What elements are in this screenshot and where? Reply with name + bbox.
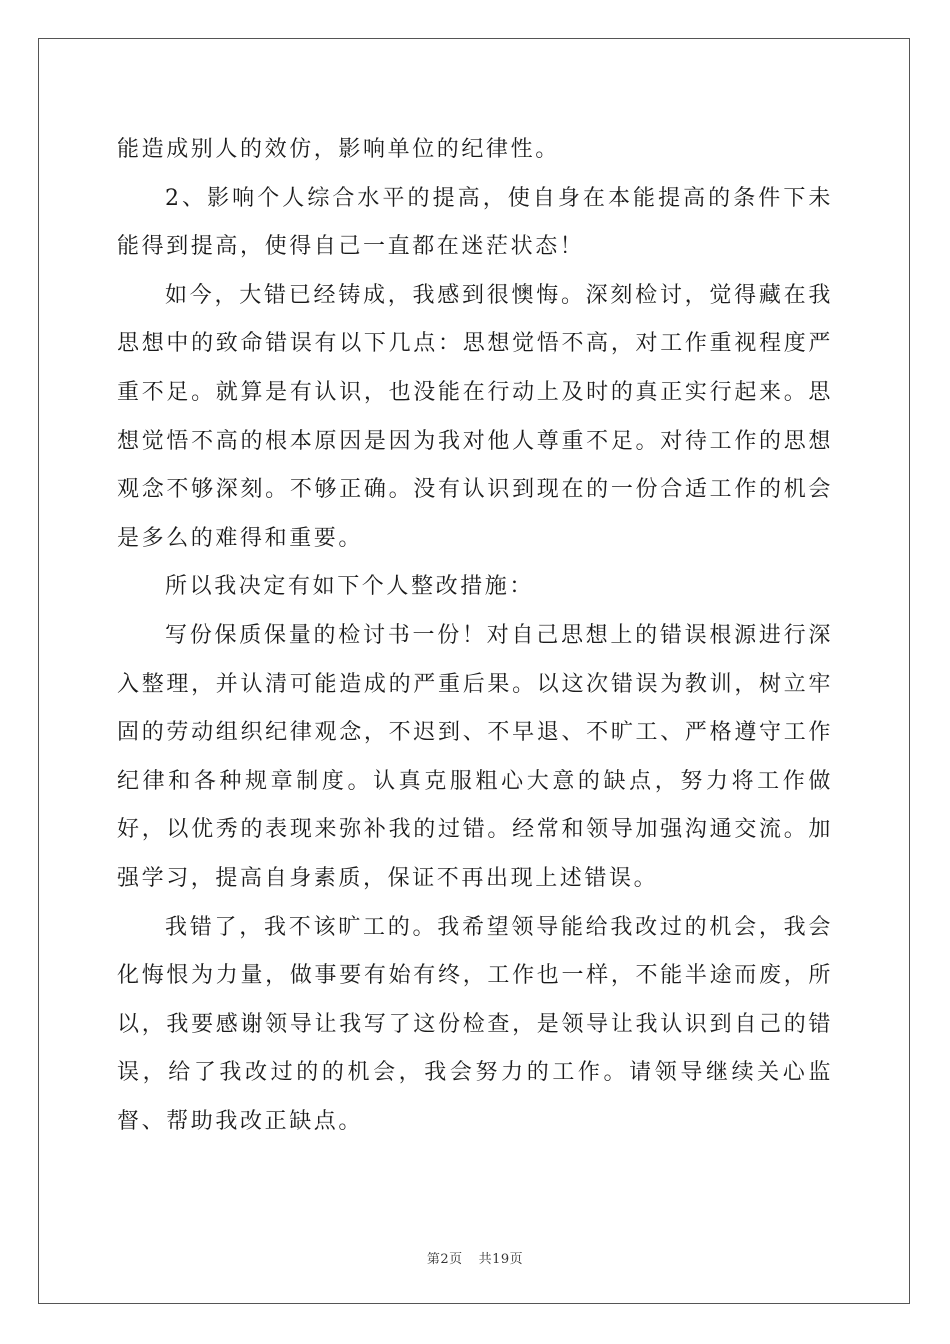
page-footer bbox=[0, 1248, 950, 1267]
paragraph-4: 所以我决定有如下个人整改措施： bbox=[165, 574, 535, 600]
paragraph-1: 能造成别人的效仿，影响单位的纪律性。 bbox=[117, 137, 560, 162]
page-number-total: 共19页 bbox=[478, 1252, 524, 1267]
paragraph-6: 我错了，我不该旷工的。我希望领导能给我改过的机会，我会化悔恨为力量，做事要有始有终，工作也一样，不能半途而废，所以，我要感谢领导让我写了这份检查，是领导让我认识到自己的错误，给了我改过的的机会，我会努力的工作。请领导继续关心监督、帮助我改正缺点。 bbox=[117, 914, 833, 1134]
page-number-current: 第2页 bbox=[426, 1252, 463, 1267]
paragraph-5: 写份保质保量的检讨书一份！对自己思想上的错误根源进行深入整理，并认清可能造成的严重后果。以这次错误为教训，树立牢固的劳动组织纪律观念，不迟到、不早退、不旷工、严格遵守工作纪律和各种规章制度。认真克服粗心大意的缺点，努力将工作做好，以优秀的表现来弥补我的过错。经常和领导加强沟通交流。加强学习，提高自身素质，保证不再出现上述错误。 bbox=[117, 622, 833, 891]
document-body bbox=[117, 126, 833, 1146]
paragraph-2: 2、影响个人综合水平的提高，使自身在本能提高的条件下未能得到提高，使得自己一直都在迷茫状态！ bbox=[117, 185, 833, 260]
paragraph-3: 如今，大错已经铸成，我感到很懊悔。深刻检讨，觉得藏在我思想中的致命错误有以下几点：思想觉悟不高，对工作重视程度严重不足。就算是有认识，也没能在行动上及时的真正实行起来。思想觉悟不高的根本原因是因为我对他人尊重不足。对待工作的思想观念不够深刻。不够正确。没有认识到现在的一份合适工作的机会是多么的难得和重要。 bbox=[117, 282, 833, 551]
